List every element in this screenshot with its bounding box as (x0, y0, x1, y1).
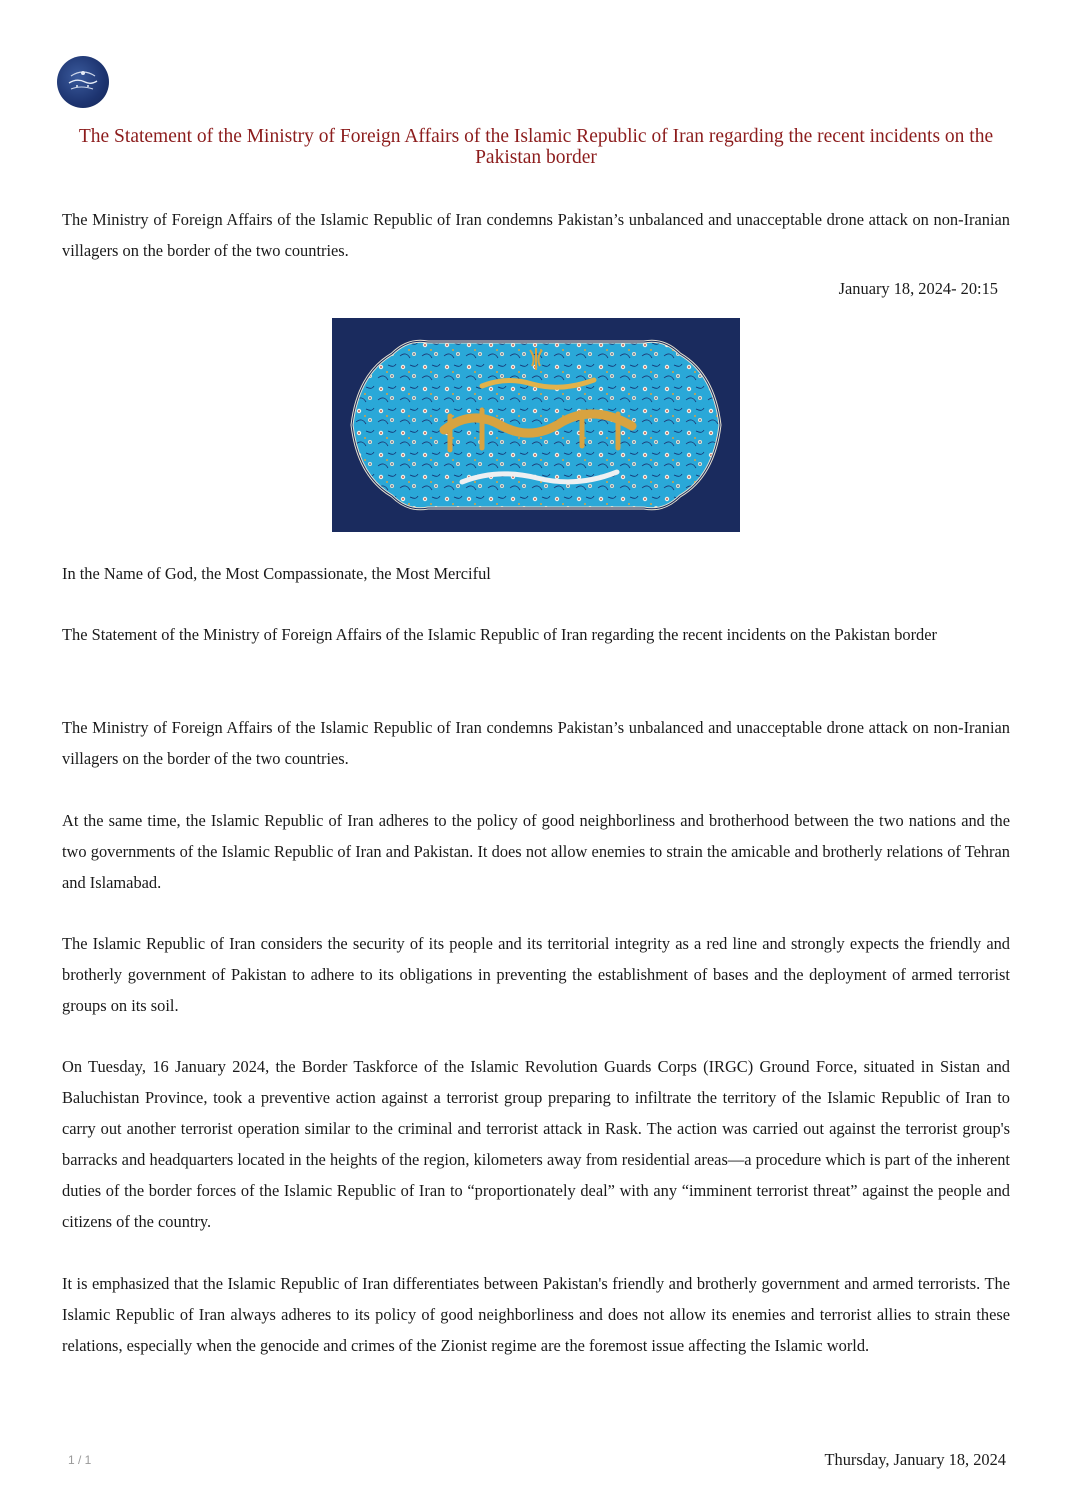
body-paragraph-2: At the same time, the Islamic Republic of Iran adheres to the policy of good neighborliness and brotherhood between the two nations and the two governments of the Islamic Republic of Iran and Pakistan. It does not allow enemies to strain the amicable and brotherly relations of Tehran and Islamabad. (62, 811, 1010, 892)
body-paragraph-1: The Ministry of Foreign Affairs of the Islamic Republic of Iran condemns Pakistan’s unbalanced and unacceptable drone attack on non-Iranian villagers on the border of the two countries. (62, 718, 1010, 768)
summary-paragraph: The Ministry of Foreign Affairs of the Islamic Republic of Iran condemns Pakistan’s unbalanced and unacceptable drone attack on non-Iranian villagers on the border of the two countries. (62, 210, 1010, 260)
ministry-emblem-icon (57, 56, 109, 108)
page-number: 1 / 1 (68, 1453, 92, 1467)
ministry-banner-image (332, 318, 740, 532)
invocation-text: In the Name of God, the Most Compassionate, the Most Merciful (62, 564, 491, 583)
body-paragraph-5: It is emphasized that the Islamic Republic of Iran differentiates between Pakistan's friendly and brotherly government and armed terrorists. The Islamic Republic of Iran always adheres to its policy of good neighborliness and does not allow its enemies and terrorist allies to strain these relations, especially when the genocide and crimes of the Zionist regime are the foremost issue affecting the Islamic world. (62, 1274, 1010, 1355)
body-paragraph-4: On Tuesday, 16 January 2024, the Border Taskforce of the Islamic Revolution Guards Corps (IRGC) Ground Force, situated in Sistan and Baluchistan Province, took a preventive action against a terrorist group preparing to infiltrate the territory of the Islamic Republic of Iran to carry out another terrorist operation similar to the criminal and terrorist attack in Rask. The action was carried out against the terrorist group's barracks and headquarters located in the heights of the region, kilometers away from residential areas—a procedure which is part of the inherent duties of the border forces of the Islamic Republic of Iran to “proportionately deal” with any “imminent terrorist threat” against the people and citizens of the country. (62, 1057, 1010, 1231)
statement-heading: The Statement of the Ministry of Foreign Affairs of the Islamic Republic of Iran regarding the recent incidents on the Pakistan border (62, 625, 937, 644)
page-title: The Statement of the Ministry of Foreign Affairs of the Islamic Republic of Iran regarding the recent incidents on the Pakistan border (78, 126, 994, 168)
body-paragraph-3: The Islamic Republic of Iran considers the security of its people and its territorial integrity as a red line and strongly expects the friendly and brotherly government of Pakistan to adhere to its obligations in preventing the establishment of bases and the deployment of armed terrorist groups on its soil. (62, 934, 1010, 1015)
footer-date: Thursday, January 18, 2024 (824, 1450, 1006, 1469)
publish-date: January 18, 2024- 20:15 (838, 279, 998, 298)
